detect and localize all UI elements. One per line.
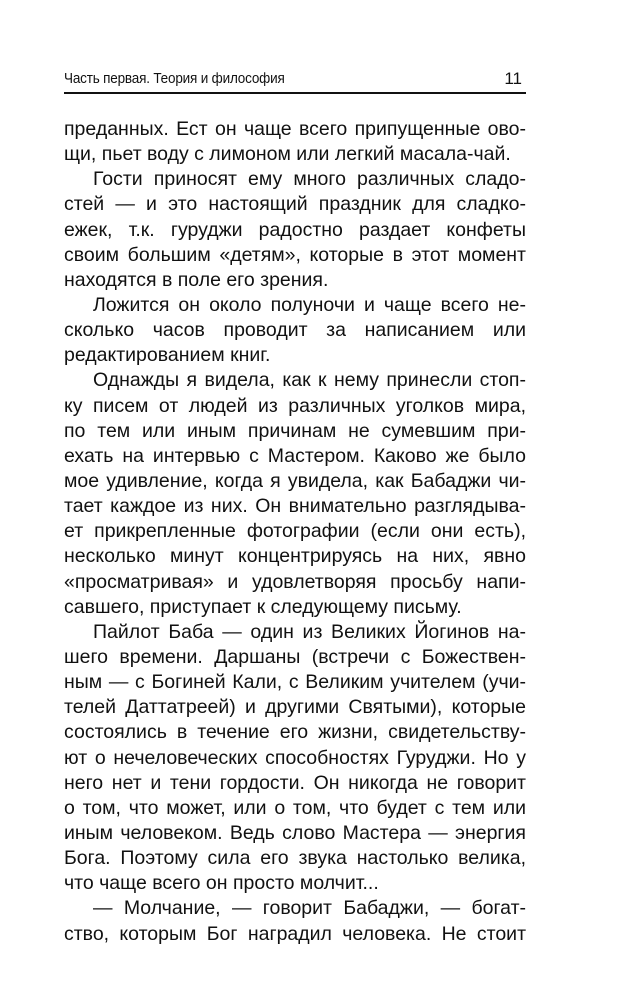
paragraph: [64, 896, 526, 946]
text-line: савшего, приступает к следующему письму.: [64, 595, 462, 618]
text-line: ным — с Богиней Кали, с Великим учителем (учи-: [64, 671, 526, 694]
text-line: ежек, т.к. гуруджи радостно раздает конфеты: [64, 218, 526, 241]
text-line: о том, что может, или о том, что будет с тем или: [64, 796, 526, 819]
text-line: телей Даттатреей) и другими Святыми), которые: [64, 696, 526, 719]
text-line: по тем или иным причинам не сумевшим при-: [64, 419, 526, 442]
text-line: ют о нечеловеческих способностях Гуруджи. Но у: [64, 746, 526, 769]
text-line: преданных. Ест он чаще всего припущенные ово-: [64, 118, 526, 140]
text-line: редактированием книг.: [64, 344, 271, 367]
text-line: своим большим «детям», которые в этот момент: [64, 243, 526, 266]
text-line: ку писем от людей из различных уголков мира,: [64, 394, 526, 417]
paragraph: [64, 117, 526, 167]
text-line: щи, пьет воду с лимоном или легкий масала-чай.: [64, 143, 511, 166]
text-line: Бога. Поэтому сила его звука настолько велика,: [64, 847, 526, 870]
text-line: что чаще всего он просто молчит...: [64, 872, 379, 895]
text-line: — Молчание, — говорит Бабаджи, — богат-: [93, 897, 526, 920]
text-line: иным человеком. Ведь слово Мастера — энергия: [64, 821, 526, 844]
text-line: ство, которым Бог наградил человека. Не стоит: [64, 922, 526, 945]
text-line: Пайлот Баба — один из Великих Йогинов на-: [93, 620, 526, 643]
text-line: находятся в поле его зрения.: [64, 268, 329, 291]
text-line: тает каждое из них. Он внимательно разглядыва-: [64, 495, 526, 518]
paragraph: [64, 368, 526, 619]
text-line: мое удивление, когда я увидела, как Бабаджи чи-: [64, 469, 526, 492]
running-header: [64, 66, 526, 94]
text-line: шего времени. Даршаны (встречи с Божествен-: [64, 645, 526, 668]
text-line: Однажды я видела, как к нему принесли стоп-: [93, 369, 526, 392]
text-line: «просматривая» и удовлетворяя просьбу напи-: [64, 570, 526, 593]
section-title: Часть первая. Теория и философия: [64, 70, 285, 87]
paragraph: [64, 620, 526, 897]
text-line: сколько часов проводит за написанием или: [64, 319, 526, 342]
body-text: [64, 117, 526, 947]
text-line: ет прикрепленные фотографии (если они есть),: [64, 520, 526, 543]
text-line: Ложится он около полуночи и чаще всего не-: [93, 293, 526, 316]
text-line: несколько минут концентрируясь на них, явно: [64, 545, 526, 568]
text-line: стей — и это настоящий праздник для сладко-: [64, 193, 526, 216]
text-line: него нет и тени гордости. Он никогда не говорит: [64, 771, 526, 794]
paragraph: [64, 293, 526, 368]
text-line: состоялись в течение его жизни, свидетельству-: [64, 721, 526, 744]
text-line: ехать на интервью с Мастером. Каково же было: [64, 444, 526, 467]
text-line: Гости приносят ему много различных сладо-: [93, 168, 526, 191]
page-number: 11: [504, 69, 522, 88]
paragraph: [64, 167, 526, 293]
